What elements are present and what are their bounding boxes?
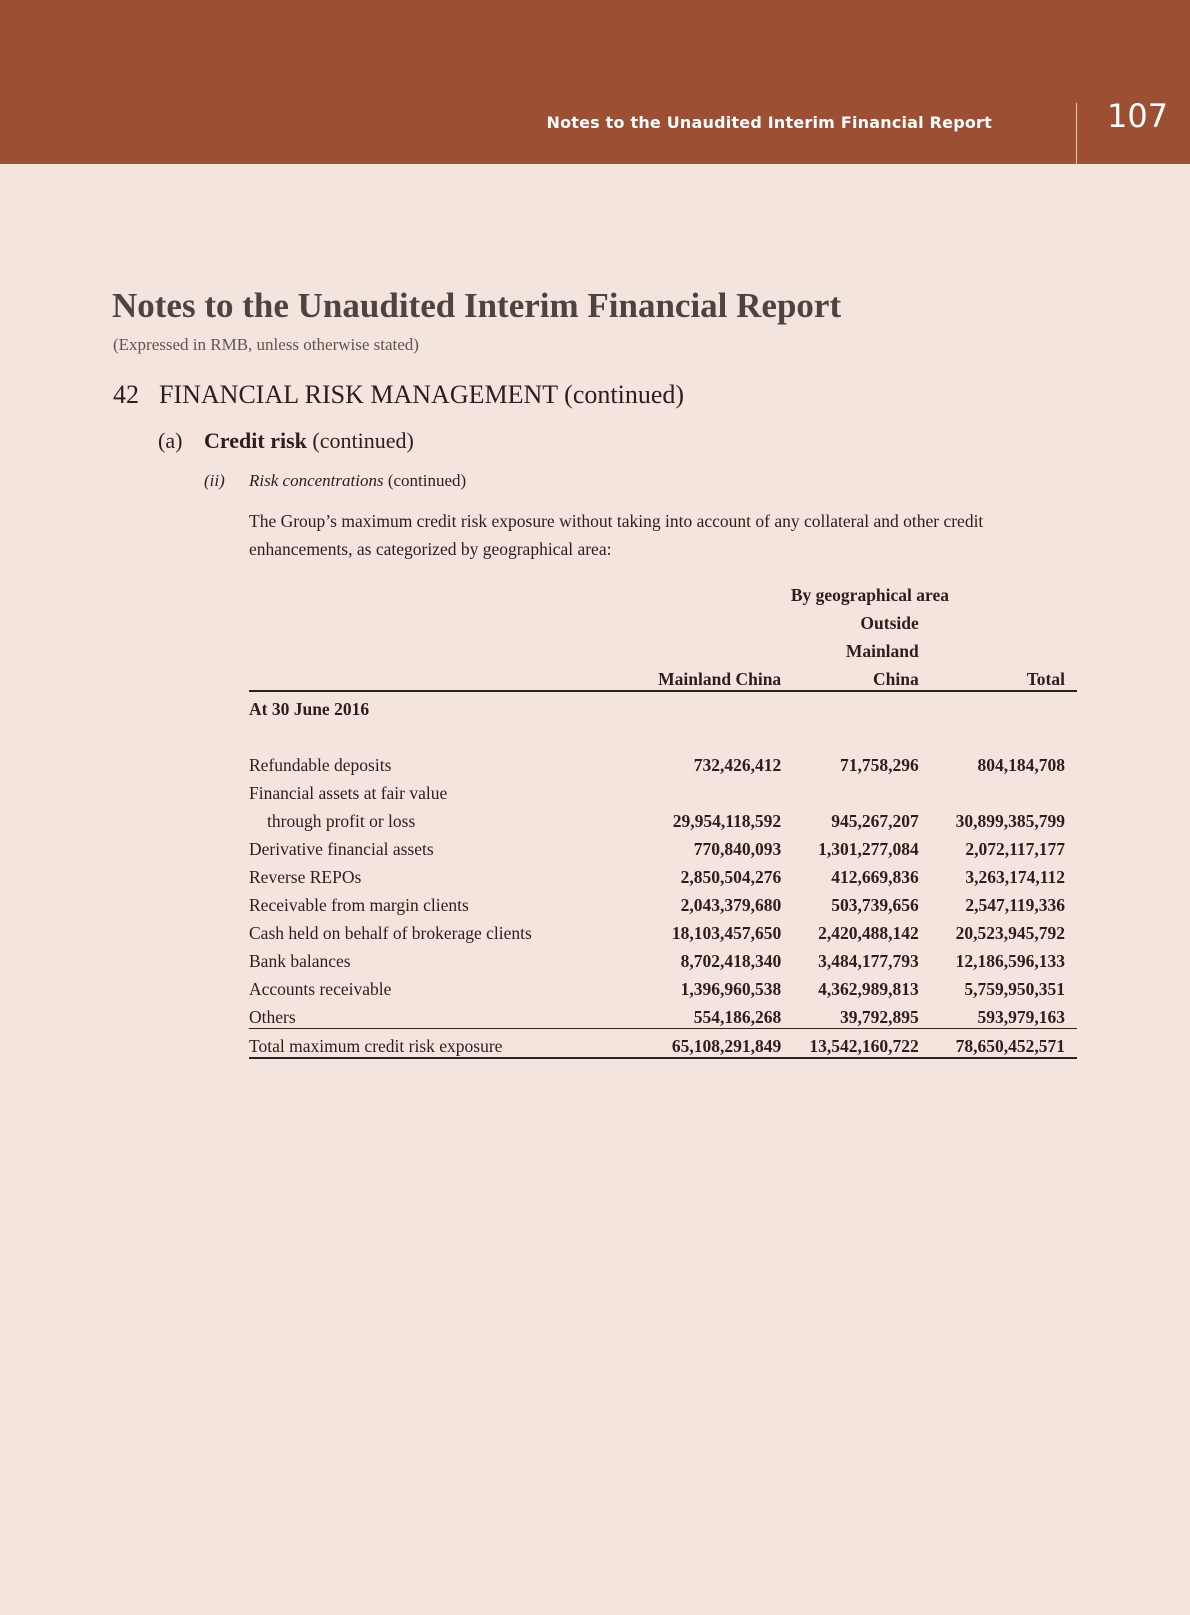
- mainland-value: 732,426,412: [693, 755, 782, 775]
- total-value: 2,072,117,177: [965, 839, 1065, 859]
- mainland-value: 1,396,960,538: [680, 979, 782, 999]
- grand-total-value: 78,650,452,571: [919, 1029, 1077, 1059]
- outside-value: 4,362,989,813: [818, 979, 919, 999]
- row-label: Others: [249, 1000, 642, 1029]
- total-label: Total maximum credit risk exposure: [249, 1029, 642, 1059]
- period-row: [249, 691, 1077, 720]
- mainland-value: 554,186,268: [642, 1000, 781, 1029]
- subsubsection-label: (ii): [204, 471, 225, 490]
- table-row: [249, 972, 1077, 1000]
- section-title: FINANCIAL RISK MANAGEMENT (continued): [159, 380, 685, 409]
- outside-value: 2,420,488,142: [818, 923, 919, 943]
- outside-header-line3: China: [781, 662, 919, 691]
- subsubsection-title-suffix: (continued): [383, 471, 467, 490]
- subsubsection-heading: [204, 471, 466, 491]
- total-mainland-value: 65,108,291,849: [642, 1029, 781, 1059]
- subsection-title-suffix: (continued): [306, 428, 414, 453]
- page-subtitle: (Expressed in RMB, unless otherwise stated): [113, 335, 419, 354]
- row-label: Cash held on behalf of brokerage clients: [249, 923, 532, 943]
- mainland-value: 18,103,457,650: [671, 923, 782, 943]
- page-number: 107: [1107, 97, 1169, 135]
- total-outside-value: 13,542,160,722: [781, 1029, 919, 1059]
- outside-value: 3,484,177,793: [818, 951, 919, 971]
- outside-value: 1,301,277,084: [818, 839, 919, 859]
- row-label: Derivative financial assets: [249, 839, 434, 859]
- table-row: [249, 804, 1077, 832]
- outside-value: 503,739,656: [831, 895, 919, 915]
- row-label: Refundable deposits: [249, 755, 392, 775]
- total-value: 20,523,945,792: [955, 923, 1065, 943]
- credit-risk-table: [249, 578, 1077, 1059]
- total-header: Total: [919, 662, 1077, 691]
- outside-header-line1: Outside: [860, 613, 919, 633]
- subsection-label: (a): [158, 428, 183, 453]
- group-header: By geographical area: [790, 585, 949, 605]
- column-header-row: [249, 662, 1077, 691]
- total-value: 5,759,950,351: [964, 979, 1065, 999]
- mainland-value: 8,702,418,340: [680, 951, 782, 971]
- outside-value: 945,267,207: [831, 811, 919, 831]
- row-label: Bank balances: [249, 951, 351, 971]
- mainland-value: 2,850,504,276: [680, 867, 782, 887]
- total-value: 2,547,119,336: [965, 895, 1065, 915]
- table-row: [249, 1000, 1077, 1029]
- outside-header-line2: Mainland: [845, 641, 919, 661]
- page-title: Notes to the Unaudited Interim Financial Report: [112, 286, 842, 325]
- total-value: 3,263,174,112: [965, 867, 1065, 887]
- row-label: Accounts receivable: [249, 979, 392, 999]
- total-value: 12,186,596,133: [955, 951, 1065, 971]
- row-label-continued: through profit or loss: [267, 811, 416, 831]
- total-row: [249, 1029, 1077, 1059]
- outside-value: 71,758,296: [840, 755, 919, 775]
- table-row: [249, 888, 1077, 916]
- section-number: 42: [113, 380, 139, 409]
- header-divider: [1076, 103, 1077, 164]
- table-row: [249, 916, 1077, 944]
- table-row: [249, 944, 1077, 972]
- outside-value: 39,792,895: [781, 1000, 919, 1029]
- total-value: 30,899,385,799: [955, 811, 1065, 831]
- table-row: [249, 832, 1077, 860]
- row-label: Financial assets at fair value: [249, 783, 448, 803]
- intro-paragraph: The Group’s maximum credit risk exposure without taking into account of any collateral and other credit enhancements, as categorized by geographical area:: [249, 511, 984, 559]
- table-row: [249, 748, 1077, 776]
- table-row: [249, 860, 1077, 888]
- row-label: Reverse REPOs: [249, 867, 362, 887]
- section-heading: [113, 380, 684, 410]
- total-value: 593,979,163: [919, 1000, 1077, 1029]
- group-header-row: [249, 578, 1077, 606]
- table-row-label-line1: [249, 776, 1077, 804]
- row-label: Receivable from margin clients: [249, 895, 469, 915]
- outside-value: 412,669,836: [831, 867, 919, 887]
- header-bar: [0, 0, 1190, 164]
- subsection-title: Credit risk: [204, 428, 307, 453]
- period-label: At 30 June 2016: [249, 699, 370, 719]
- subsubsection-title: Risk concentrations: [249, 471, 384, 490]
- mainland-header: Mainland China: [642, 662, 781, 691]
- subsection-heading: [158, 428, 414, 454]
- mainland-value: 2,043,379,680: [680, 895, 782, 915]
- total-value: 804,184,708: [977, 755, 1065, 775]
- running-title: Notes to the Unaudited Interim Financial Report: [546, 113, 992, 132]
- mainland-value: 770,840,093: [693, 839, 782, 859]
- mainland-value: 29,954,118,592: [672, 811, 782, 831]
